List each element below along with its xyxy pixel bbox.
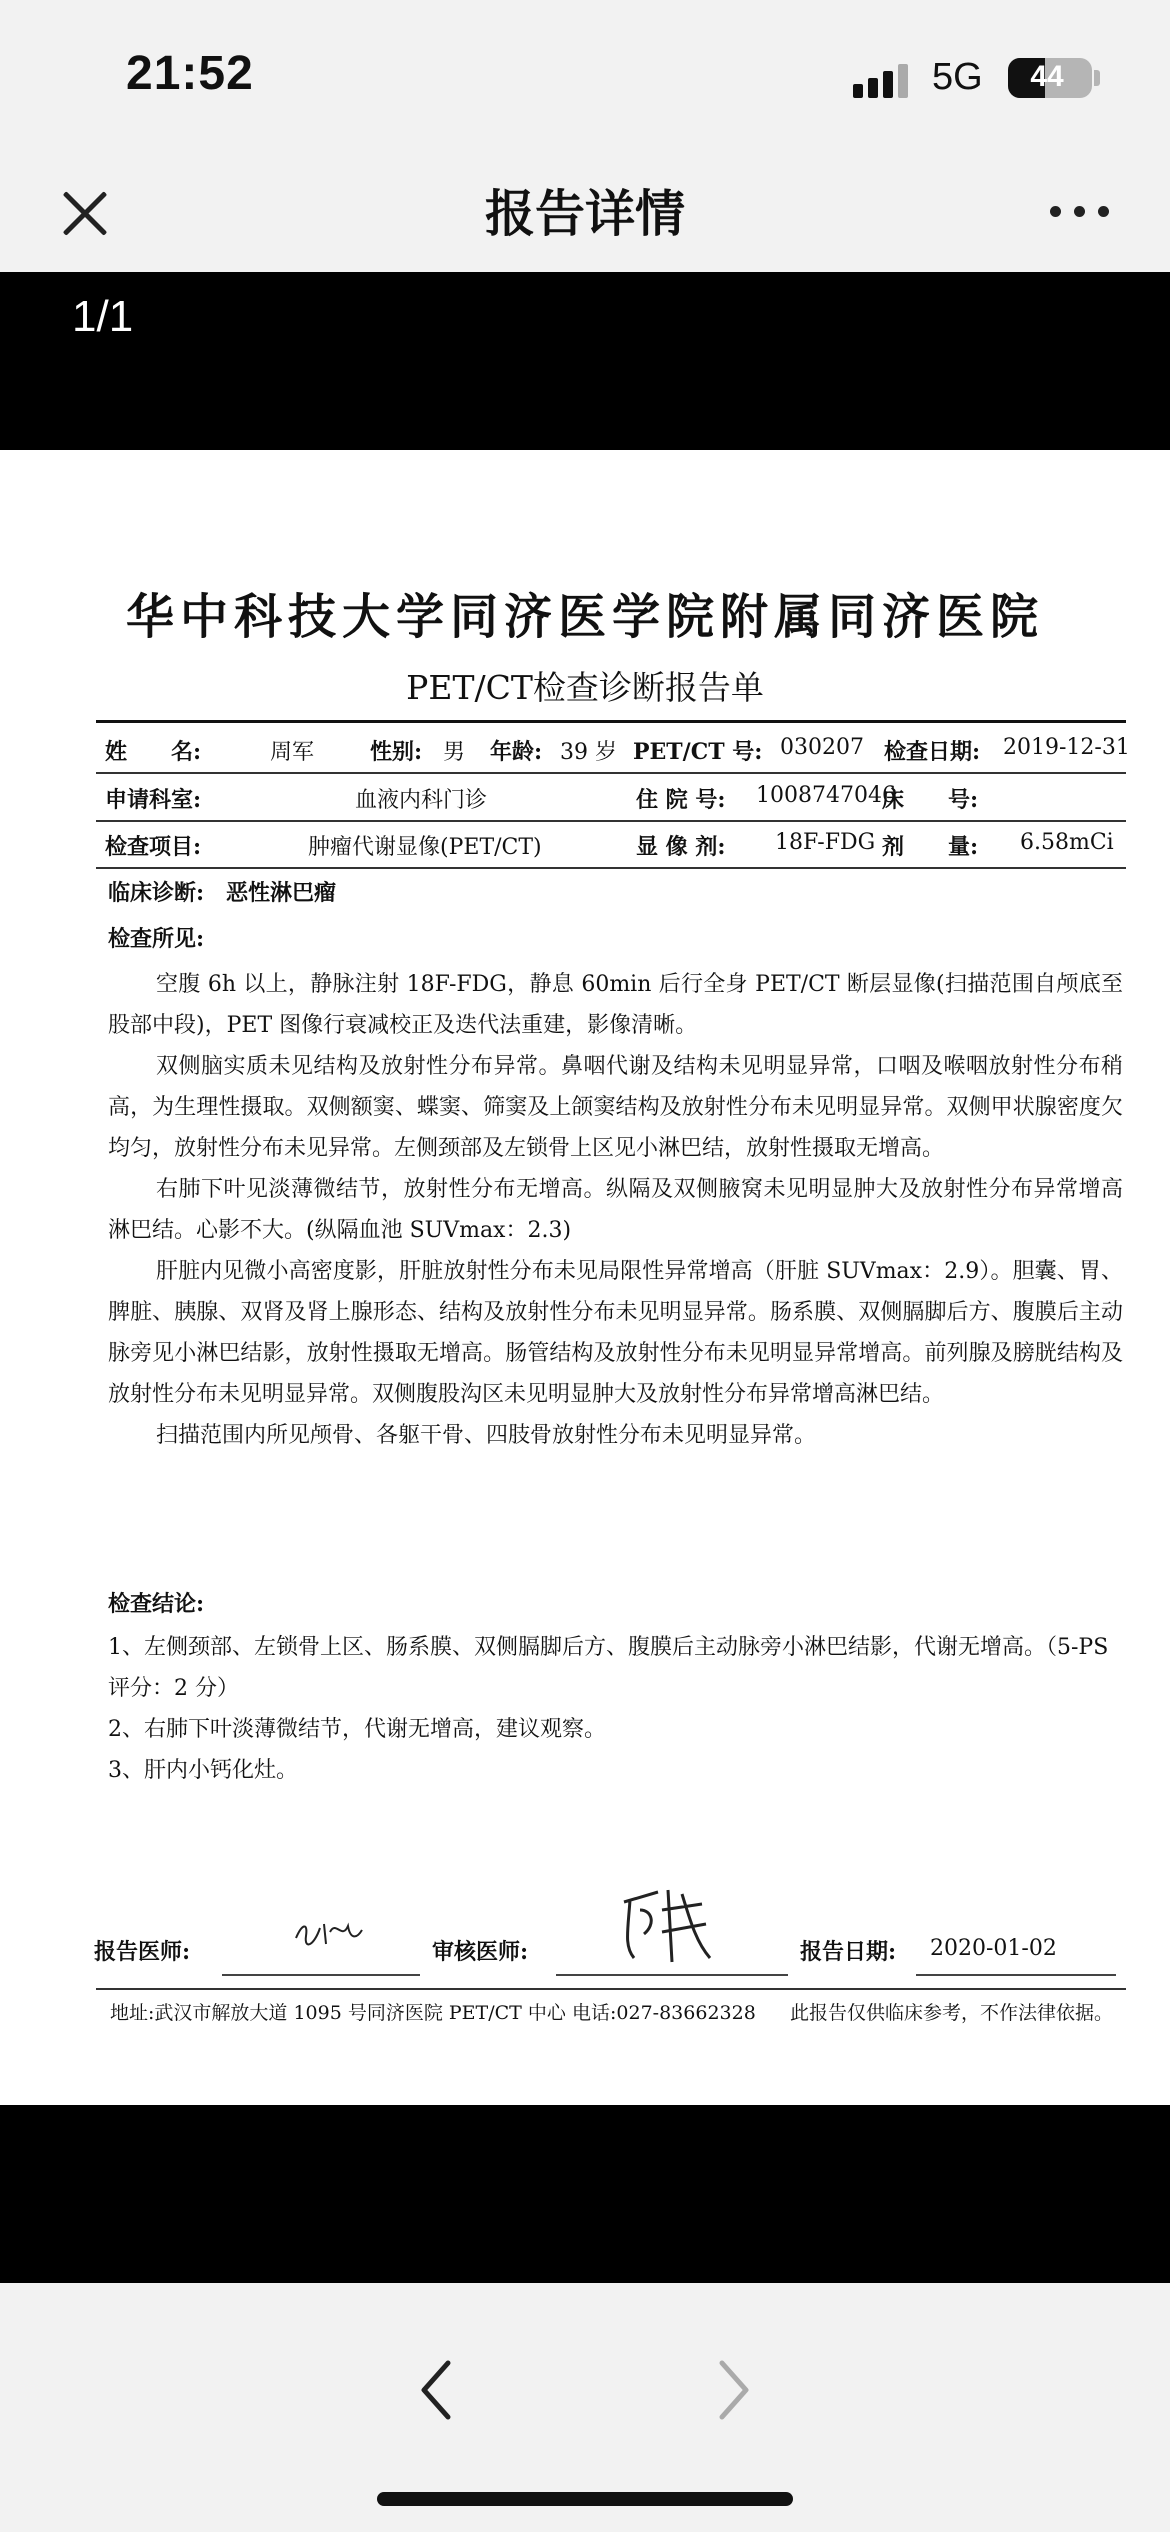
conclusion-heading: 检查结论: (108, 1591, 205, 1617)
clinical-diagnosis: 恶性淋巴瘤 (226, 880, 337, 906)
patient-name: 周军 (270, 740, 315, 765)
dept: 血液内科门诊 (355, 788, 488, 813)
exam-item: 肿瘤代谢显像(PET/CT) (308, 835, 542, 860)
conclusion-item: 3、肝内小钙化灶。 (108, 1758, 298, 1783)
footer-disclaimer: 此报告仅供临床参考，不作法律依据。 (790, 2002, 1114, 2024)
reviewer-label: 审核医师: (432, 1939, 529, 1965)
conclusion-item: 2、右肺下叶淡薄微结节，代谢无增高，建议观察。 (108, 1717, 606, 1742)
findings-paragraph: 双侧脑实质未见结构及放射性分布异常。鼻咽代谢及结构未见明显异常，口咽及喉咽放射性分布稍高，为生理性摄取。双侧额窦、蝶窦、筛窦及上颌窦结构及放射性分布未见明显异常。双侧甲状腺密度欠均匀，放射性分布未见异常。左侧颈部及左锁骨上区见小淋巴结，放射性摄取无增高。 (108, 1054, 1123, 1161)
footer-address: 地址:武汉市解放大道 1095 号同济医院 PET/CT 中心 (110, 2002, 566, 2024)
battery-icon (1008, 58, 1092, 98)
findings-paragraph: 空腹 6h 以上，静脉注射 18F-FDG，静息 60min 后行全身 PET/CT 断层显像(扫描范围自颅底至股部中段)，PET 图像行衰减校正及迭代法重建，影像清晰。 (108, 972, 1123, 1038)
footer-phone: 电话:027-83662328 (572, 2002, 756, 2024)
findings-heading: 检查所见: (108, 926, 205, 952)
clinical-diagnosis-label: 临床诊断: (108, 880, 205, 906)
footer-rule (96, 1988, 1126, 1990)
page-counter: 1/1 (72, 292, 134, 341)
reporter-signature-line (222, 1974, 420, 1976)
battery-level: 44 (1030, 60, 1064, 93)
findings-paragraph: 扫描范围内所见颅骨、各躯干骨、四肢骨放射性分布未见明显异常。 (156, 1423, 817, 1448)
page-title: 报告详情 (485, 185, 685, 243)
exam-date-label: 检查日期: (884, 739, 981, 765)
reporter-label: 报告医师: (94, 1939, 191, 1965)
patient-age: 39 岁 (560, 740, 617, 765)
more-icon[interactable] (1050, 198, 1120, 228)
age-label: 年龄: (490, 739, 543, 765)
conclusion-item: 1、左侧颈部、左锁骨上区、肠系膜、双侧膈脚后方、腹膜后主动脉旁小淋巴结影，代谢无增高。（5-PS 评分：2 分） (108, 1635, 1109, 1701)
viewer-top-bar (0, 272, 1170, 450)
viewer-bottom-bar (0, 2105, 1170, 2283)
findings-paragraph: 肝脏内见微小高密度影，肝脏放射性分布未见局限性异常增高（肝脏 SUVmax：2.9）。胆囊、胃、脾脏、胰腺、双肾及肾上腺形态、结构及放射性分布未见明显异常。肠系膜、双侧膈脚后方、腹膜后主动脉旁见小淋巴结影，放射性摄取无增高。肠管结构及放射性分布未见明显异常增高。前列腺及膀胱结构及放射性分布未见明显异常。双侧腹股沟区未见明显肿大及放射性分布异常增高淋巴结。 (108, 1259, 1123, 1407)
report-date: 2020-01-02 (930, 1936, 1057, 1961)
petct-no-label: PET/CT 号: (633, 739, 763, 765)
name-label: 姓 名: (105, 739, 202, 765)
report-subtitle: PET/CT检查诊断报告单 (406, 668, 764, 707)
chevron-right-icon[interactable] (702, 2355, 762, 2425)
battery-tip (1094, 70, 1100, 86)
reviewer-signature (610, 1880, 720, 1970)
petct-no: 030207 (780, 735, 864, 760)
bed-label: 床 号: (882, 787, 979, 813)
report-date-line (916, 1974, 1116, 1976)
nav-bar (0, 150, 1170, 272)
dose-label: 剂 量: (882, 834, 979, 860)
table-rule (96, 772, 1126, 774)
reviewer-signature-line (556, 1974, 788, 1976)
bottom-toolbar (0, 2283, 1170, 2532)
table-rule (96, 720, 1126, 723)
agent-label: 显 像 剂: (636, 834, 726, 860)
patient-sex: 男 (443, 740, 466, 765)
agent: 18F-FDG (775, 830, 876, 855)
network-type: 5G (932, 56, 983, 98)
sex-label: 性别: (370, 739, 423, 765)
chevron-left-icon[interactable] (408, 2355, 468, 2425)
status-bar (0, 0, 1170, 150)
cellular-signal-icon (853, 62, 913, 98)
inpatient-label: 住 院 号: (636, 787, 726, 813)
table-rule (96, 867, 1126, 869)
home-indicator[interactable] (377, 2492, 793, 2506)
status-time: 21:52 (126, 47, 254, 100)
dose: 6.58mCi (1020, 830, 1114, 855)
exam-item-label: 检查项目: (105, 834, 202, 860)
findings-paragraph: 右肺下叶见淡薄微结节，放射性分布无增高。纵隔及双侧腋窝未见明显肿大及放射性分布异常增高淋巴结。心影不大。(纵隔血池 SUVmax：2.3) (108, 1177, 1123, 1243)
dept-label: 申请科室: (105, 787, 202, 813)
report-date-label: 报告日期: (800, 1939, 897, 1965)
report-document[interactable] (0, 450, 1170, 2105)
reporter-signature (290, 1910, 370, 1960)
inpatient-no: 1008747046 (756, 783, 896, 808)
exam-date: 2019-12-31 (1003, 735, 1130, 760)
table-rule (96, 820, 1126, 822)
hospital-name: 华中科技大学同济医学院附属同济医院 (125, 589, 1044, 645)
